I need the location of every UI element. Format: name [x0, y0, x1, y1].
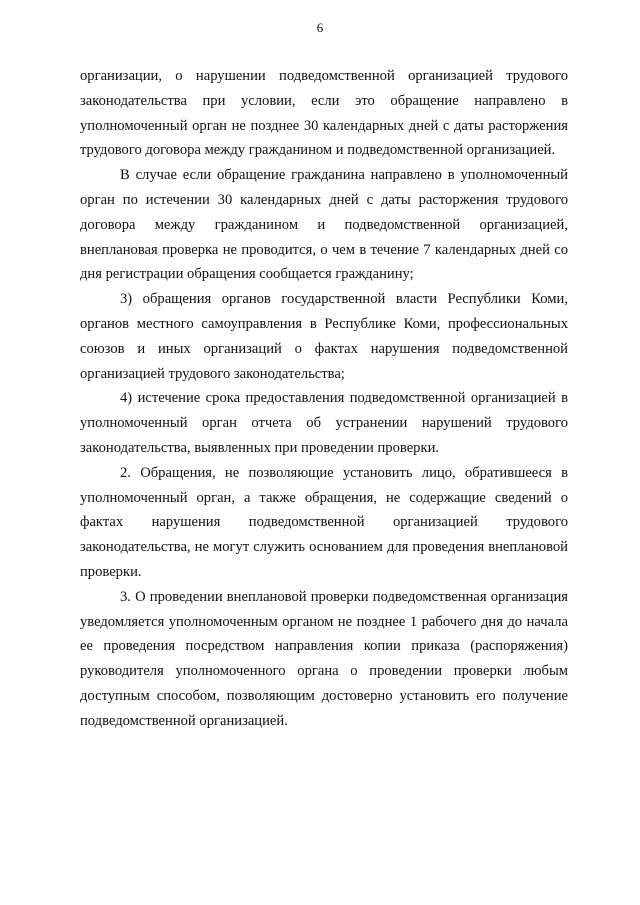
- document-body: [80, 64, 568, 734]
- paragraph-section-3: 3. О проведении внеплановой проверки подведомственная организация уведомляется уполномоченным органом не позднее 1 рабочего дня до начала ее проведения посредством направления копии приказа (распоряжения) руководителя уполномоченного органа о проведении проверки любым доступным способом, позволяющим достоверно установить его получение подведомственной организацией.: [80, 588, 568, 729]
- paragraph-item-4: 4) истечение срока предоставления подведомственной организацией в уполномоченный орган отчета об устранении нарушений трудового законодательства, выявленных при проведении проверки.: [80, 390, 568, 456]
- paragraph-continuation: организации, о нарушении подведомственной организацией трудового законодательства при условии, если это обращение направлено в уполномоченный орган не позднее 30 календарных дней с даты расторжения трудового договора между гражданином и подведомственной организацией.: [80, 68, 568, 159]
- page-number: 6: [316, 20, 324, 35]
- paragraph-item-3: 3) обращения органов государственной власти Республики Коми, органов местного самоуправления в Республике Коми, профессиональных союзов и иных организаций о фактах нарушения подведомственной организацией трудового законодательства;: [80, 291, 568, 382]
- paragraph-section-2: 2. Обращения, не позволяющие установить лицо, обратившееся в уполномоченный орган, а также обращения, не содержащие сведений о фактах нарушения подведомственной организацией трудового законодательства, не могут служить основанием для проведения внеплановой проверки.: [80, 464, 568, 580]
- paragraph-late-appeal: В случае если обращение гражданина направлено в уполномоченный орган по истечении 30 календарных дней с даты расторжения трудового договора между гражданином и подведомственной организацией, внеплановая проверка не проводится, о чем в течение 7 календарных дней со дня регистрации обращения сообщается гражданину;: [80, 167, 568, 283]
